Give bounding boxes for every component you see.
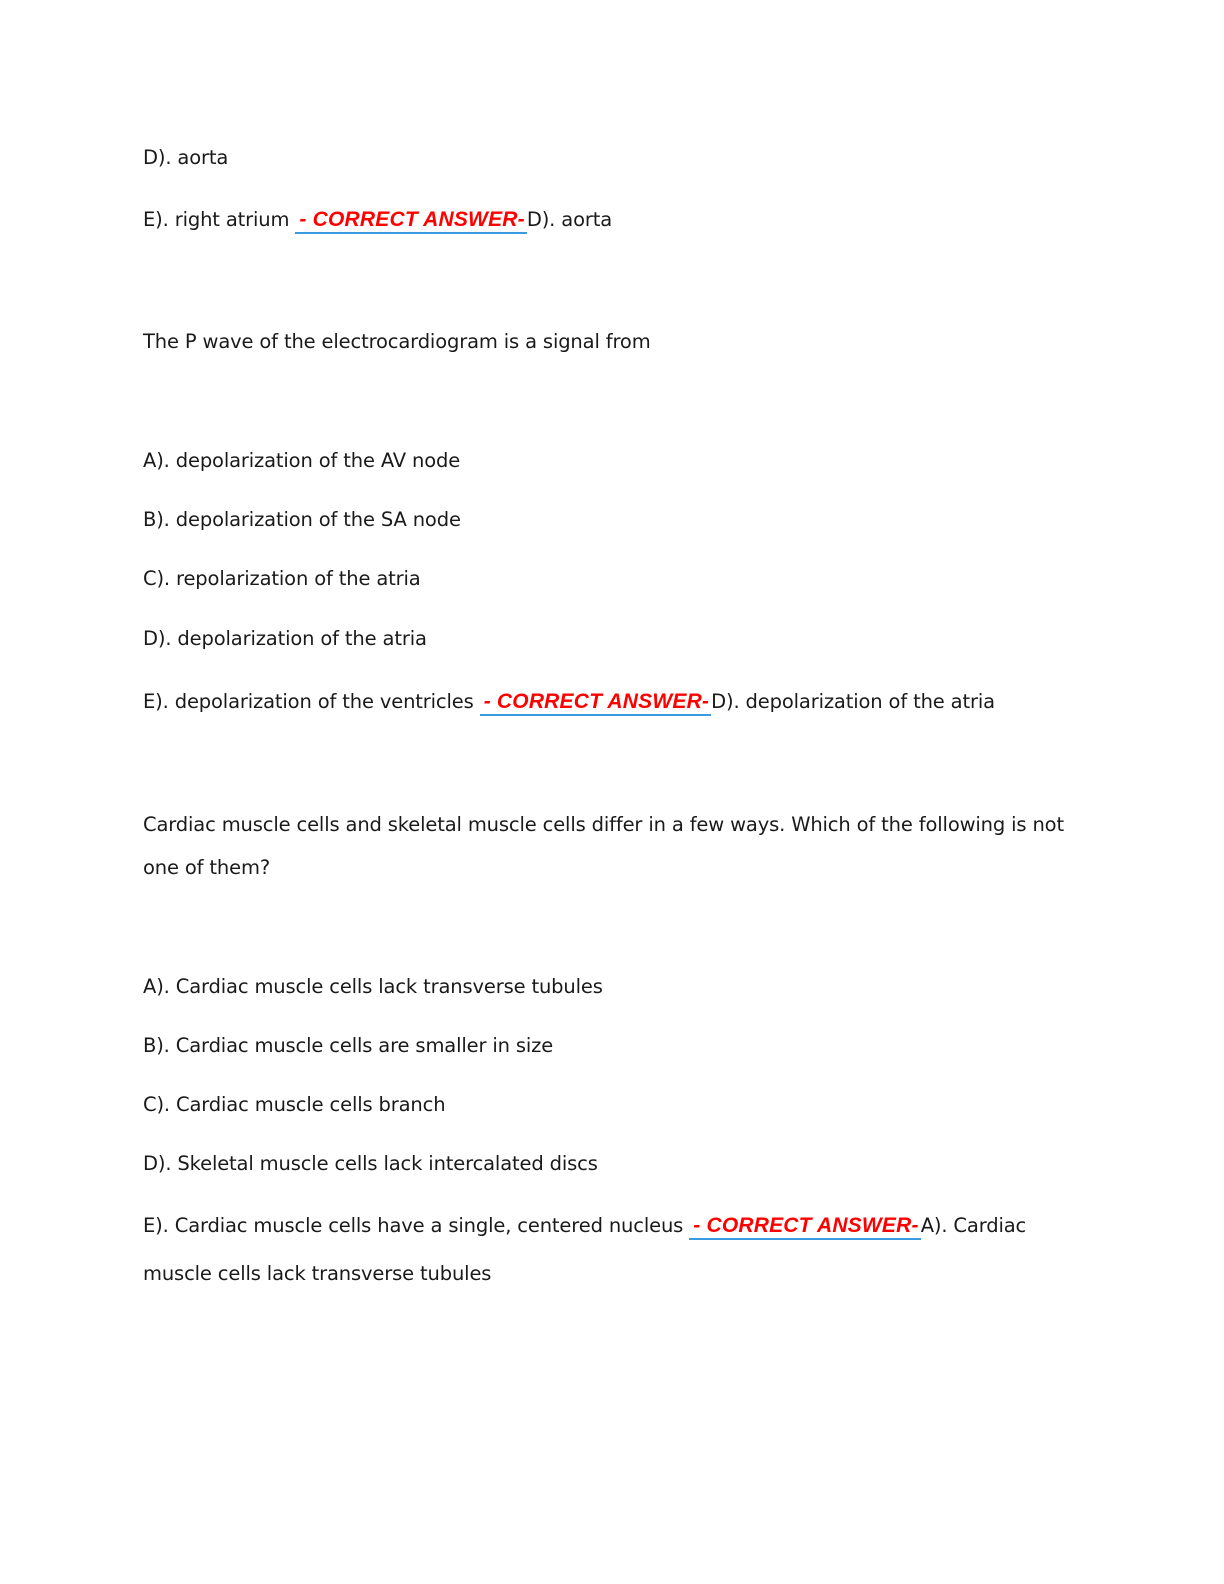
question-text: The P wave of the electrocardiogram is a signal from — [143, 330, 651, 353]
option-text: E). depolarization of the ventricles — [143, 690, 474, 713]
option-text: A). depolarization of the AV node — [143, 449, 461, 472]
option-a — [143, 975, 603, 999]
option-b — [143, 508, 461, 532]
correct-answer-text: A). Cardiac — [920, 1214, 1027, 1237]
option-text: B). depolarization of the SA node — [143, 508, 461, 531]
correct-answer-text: D). depolarization of the atria — [711, 690, 995, 713]
question-text: one of them? — [143, 856, 271, 879]
option-c — [143, 1093, 445, 1117]
option-text: E). right atrium — [143, 208, 290, 231]
question-prompt-line-2 — [143, 856, 270, 880]
option-e-with-answer — [143, 1214, 1026, 1240]
option-text: D). depolarization of the atria — [143, 627, 427, 650]
option-text: A). Cardiac muscle cells lack transverse tubules — [143, 975, 603, 998]
option-text: D). Skeletal muscle cells lack intercalated discs — [143, 1152, 598, 1175]
correct-answer-marker: - CORRECT ANSWER- — [295, 209, 526, 234]
option-d — [143, 1152, 598, 1176]
option-b — [143, 1034, 553, 1058]
correct-answer-text: muscle cells lack transverse tubules — [143, 1262, 492, 1285]
question-text: Cardiac muscle cells and skeletal muscle cells differ in a few ways. Which of the following is not — [143, 813, 1064, 836]
option-e-with-answer — [143, 208, 612, 234]
option-e-with-answer — [143, 690, 995, 716]
option-text: B). Cardiac muscle cells are smaller in size — [143, 1034, 554, 1057]
correct-answer-marker: - CORRECT ANSWER- — [480, 691, 711, 716]
correct-answer-text: D). aorta — [526, 208, 613, 231]
option-d — [143, 146, 228, 170]
option-text: C). Cardiac muscle cells branch — [143, 1093, 446, 1116]
option-text: E). Cardiac muscle cells have a single, centered nucleus — [143, 1214, 684, 1237]
correct-answer-marker: - CORRECT ANSWER- — [689, 1215, 920, 1240]
option-text: C). repolarization of the atria — [143, 567, 421, 590]
correct-answer-continuation — [143, 1262, 491, 1286]
option-text: D). aorta — [143, 146, 229, 169]
option-c — [143, 567, 421, 591]
option-d — [143, 627, 427, 651]
option-a — [143, 449, 460, 473]
question-prompt — [143, 330, 651, 354]
question-prompt-line-1 — [143, 813, 1064, 837]
